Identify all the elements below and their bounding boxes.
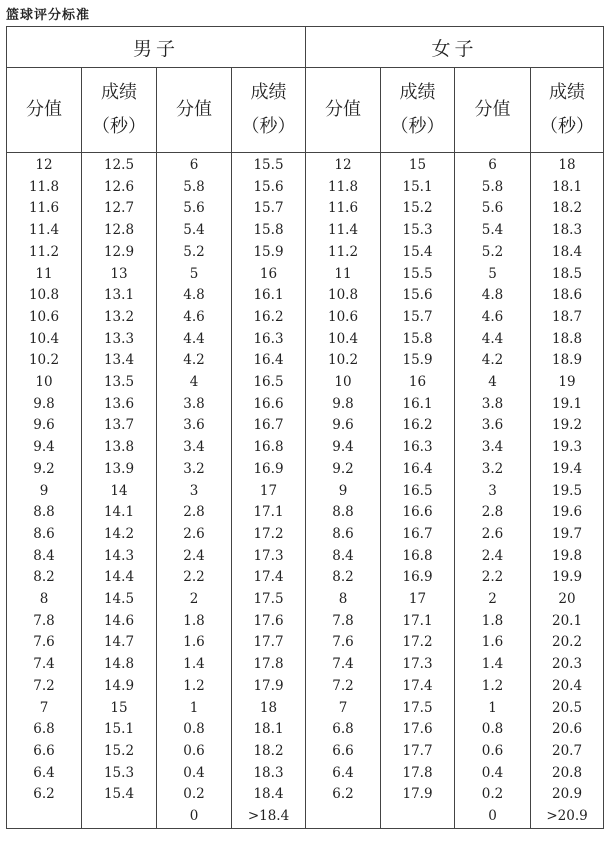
table-cell: 1.2 — [455, 676, 531, 698]
table-cell: 18 — [531, 153, 604, 177]
table-cell: 20.6 — [531, 719, 604, 741]
table-cell — [381, 806, 455, 828]
table-cell: 15.6 — [232, 177, 306, 199]
table-cell: 19.1 — [531, 394, 604, 416]
table-cell: 19.8 — [531, 546, 604, 568]
table-cell: 6.4 — [306, 763, 381, 785]
table-cell: 10.6 — [306, 307, 381, 329]
table-cell: 2.2 — [455, 567, 531, 589]
table-cell: 16.7 — [232, 415, 306, 437]
table-row — [7, 611, 604, 633]
table-cell: 18 — [232, 698, 306, 720]
table-row — [7, 307, 604, 329]
table-row — [7, 784, 604, 806]
table-cell — [7, 806, 82, 828]
table-cell: 18.3 — [531, 220, 604, 242]
table-cell: 10.8 — [306, 285, 381, 307]
table-cell: >20.9 — [531, 806, 604, 828]
table-cell: 17.1 — [381, 611, 455, 633]
table-cell: 11.2 — [306, 242, 381, 264]
table-cell: 4 — [455, 372, 531, 394]
page-title: 篮球评分标准 — [6, 8, 91, 23]
table-row — [7, 459, 604, 481]
table-cell: 7 — [7, 698, 82, 720]
table-cell: 12.5 — [82, 153, 157, 177]
table-cell: 1 — [157, 698, 232, 720]
table-cell: 4.8 — [455, 285, 531, 307]
table-cell: 16.6 — [381, 502, 455, 524]
table-cell: 7.6 — [7, 632, 82, 654]
table-cell: 13.5 — [82, 372, 157, 394]
table-cell: 19.3 — [531, 437, 604, 459]
table-cell: 10 — [7, 372, 82, 394]
table-cell: 16.1 — [381, 394, 455, 416]
table-cell: 8.2 — [306, 567, 381, 589]
table-cell: 1 — [455, 698, 531, 720]
table-cell: 9.6 — [306, 415, 381, 437]
table-cell: 13.3 — [82, 329, 157, 351]
table-cell: 18.4 — [531, 242, 604, 264]
table-cell: 0.8 — [157, 719, 232, 741]
table-cell: 10.4 — [306, 329, 381, 351]
table-cell: 6.4 — [7, 763, 82, 785]
table-cell: 16.8 — [232, 437, 306, 459]
table-cell: 17 — [232, 481, 306, 503]
table-cell: 0.2 — [157, 784, 232, 806]
table-cell: 18.4 — [232, 784, 306, 806]
table-cell: 13 — [82, 264, 157, 286]
table-cell: 1.2 — [157, 676, 232, 698]
table-cell: 10 — [306, 372, 381, 394]
table-cell: 10.2 — [7, 350, 82, 372]
table-cell: 5.6 — [455, 198, 531, 220]
table-cell: 18.1 — [531, 177, 604, 199]
table-cell: 1.8 — [455, 611, 531, 633]
table-cell: 18.2 — [232, 741, 306, 763]
table-cell: 6.6 — [7, 741, 82, 763]
table-row — [7, 502, 604, 524]
table-cell: 15.6 — [381, 285, 455, 307]
col-header-result: 成绩 （秒） — [82, 68, 157, 153]
table-cell: 13.6 — [82, 394, 157, 416]
table-cell: 11.4 — [7, 220, 82, 242]
table-cell: 6 — [157, 153, 232, 177]
table-cell: 6.2 — [306, 784, 381, 806]
table-cell: 20 — [531, 589, 604, 611]
table-cell: 12 — [7, 153, 82, 177]
table-cell: 16 — [232, 264, 306, 286]
table-cell: 18.8 — [531, 329, 604, 351]
table-cell: 8.4 — [7, 546, 82, 568]
table-cell: 8 — [306, 589, 381, 611]
table-row — [7, 589, 604, 611]
table-cell: 11.2 — [7, 242, 82, 264]
table-cell: 15.7 — [232, 198, 306, 220]
table-cell: 17.9 — [381, 784, 455, 806]
table-cell: 17.7 — [232, 632, 306, 654]
table-cell: 11.8 — [7, 177, 82, 199]
table-row — [7, 350, 604, 372]
col-header-score: 分值 — [157, 68, 232, 153]
table-row — [7, 524, 604, 546]
table-cell: 17.8 — [381, 763, 455, 785]
table-cell: 16.4 — [381, 459, 455, 481]
table-cell: 9.2 — [7, 459, 82, 481]
table-cell: 16.8 — [381, 546, 455, 568]
table-cell: 9 — [7, 481, 82, 503]
table-row — [7, 481, 604, 503]
table-cell: 20.3 — [531, 654, 604, 676]
table-cell: 9.8 — [7, 394, 82, 416]
table-cell: 17.1 — [232, 502, 306, 524]
table-cell: 16.3 — [232, 329, 306, 351]
table-cell: 20.1 — [531, 611, 604, 633]
col-header-result: 成绩 （秒） — [531, 68, 604, 153]
table-cell: 16.7 — [381, 524, 455, 546]
table-cell: 13.7 — [82, 415, 157, 437]
table-cell: 2.6 — [455, 524, 531, 546]
table-cell: 17.4 — [232, 567, 306, 589]
table-cell: 12 — [306, 153, 381, 177]
table-cell: 17.5 — [381, 698, 455, 720]
table-cell: 3 — [455, 481, 531, 503]
group-female-header: 女子 — [306, 27, 604, 68]
table-cell: 20.9 — [531, 784, 604, 806]
table-row — [7, 763, 604, 785]
table-row — [7, 394, 604, 416]
table-cell: 3.2 — [157, 459, 232, 481]
table-cell: 18.9 — [531, 350, 604, 372]
table-cell: 19.5 — [531, 481, 604, 503]
table-cell: 2 — [455, 589, 531, 611]
table-cell: 20.2 — [531, 632, 604, 654]
table-cell: 7.6 — [306, 632, 381, 654]
table-row — [7, 153, 604, 177]
table-cell: 13.2 — [82, 307, 157, 329]
table-cell: 15.5 — [232, 153, 306, 177]
column-header-row — [7, 68, 604, 153]
table-cell: 16.5 — [381, 481, 455, 503]
table-cell: 8.6 — [7, 524, 82, 546]
table-cell: 9.6 — [7, 415, 82, 437]
table-cell: 2.8 — [455, 502, 531, 524]
table-cell: 7.8 — [7, 611, 82, 633]
table-cell: 5.8 — [157, 177, 232, 199]
table-cell: 15.9 — [381, 350, 455, 372]
table-cell: 5.6 — [157, 198, 232, 220]
table-cell: 0.4 — [455, 763, 531, 785]
table-row — [7, 654, 604, 676]
table-cell: 15 — [82, 698, 157, 720]
table-cell: 19.7 — [531, 524, 604, 546]
table-cell: 17.4 — [381, 676, 455, 698]
table-cell: 3.4 — [157, 437, 232, 459]
table-row — [7, 676, 604, 698]
table-cell: 7.2 — [7, 676, 82, 698]
table-cell: 14.5 — [82, 589, 157, 611]
table-row — [7, 698, 604, 720]
table-cell: 0.4 — [157, 763, 232, 785]
table-cell: 7.2 — [306, 676, 381, 698]
table-cell: 14.7 — [82, 632, 157, 654]
table-cell: 10.4 — [7, 329, 82, 351]
table-row — [7, 264, 604, 286]
table-cell: 15.8 — [381, 329, 455, 351]
table-cell: 3.6 — [455, 415, 531, 437]
table-row — [7, 415, 604, 437]
table-cell: 7.4 — [7, 654, 82, 676]
table-cell: 15.3 — [381, 220, 455, 242]
table-row — [7, 285, 604, 307]
table-cell: 0 — [455, 806, 531, 828]
table-cell: 5.4 — [157, 220, 232, 242]
table-row — [7, 329, 604, 351]
col-header-score: 分值 — [306, 68, 381, 153]
table-cell: 15.5 — [381, 264, 455, 286]
table-cell: 3.4 — [455, 437, 531, 459]
table-cell — [82, 806, 157, 828]
table-cell: 2.4 — [455, 546, 531, 568]
table-cell: 19.6 — [531, 502, 604, 524]
table-cell: 0.6 — [157, 741, 232, 763]
table-cell: 6.8 — [306, 719, 381, 741]
table-row — [7, 567, 604, 589]
table-cell: 2 — [157, 589, 232, 611]
table-cell: 0.2 — [455, 784, 531, 806]
table-cell: 4.2 — [455, 350, 531, 372]
table-cell: 18.1 — [232, 719, 306, 741]
table-row — [7, 437, 604, 459]
table-cell: 4.8 — [157, 285, 232, 307]
table-cell: 16.6 — [232, 394, 306, 416]
table-cell: 6.8 — [7, 719, 82, 741]
table-cell: 0.6 — [455, 741, 531, 763]
table-cell: 5.4 — [455, 220, 531, 242]
table-cell: 15.2 — [82, 741, 157, 763]
table-cell: 16.2 — [381, 415, 455, 437]
table-cell: 6 — [455, 153, 531, 177]
table-cell: 11 — [306, 264, 381, 286]
table-cell: 17 — [381, 589, 455, 611]
table-cell: 15.2 — [381, 198, 455, 220]
table-cell: 9.2 — [306, 459, 381, 481]
table-row — [7, 546, 604, 568]
table-cell: 5 — [455, 264, 531, 286]
table-cell: 4 — [157, 372, 232, 394]
table-cell — [306, 806, 381, 828]
table-cell: 16.9 — [232, 459, 306, 481]
table-cell: 14.3 — [82, 546, 157, 568]
table-cell: >18.4 — [232, 806, 306, 828]
table-cell: 17.7 — [381, 741, 455, 763]
table-cell: 15.8 — [232, 220, 306, 242]
table-cell: 16 — [381, 372, 455, 394]
table-cell: 16.3 — [381, 437, 455, 459]
table-cell: 18.3 — [232, 763, 306, 785]
table-cell: 17.2 — [381, 632, 455, 654]
table-cell: 5.8 — [455, 177, 531, 199]
table-cell: 13.4 — [82, 350, 157, 372]
table-cell: 2.6 — [157, 524, 232, 546]
table-cell: 15.1 — [381, 177, 455, 199]
table-cell: 4.6 — [455, 307, 531, 329]
table-cell: 3.8 — [455, 394, 531, 416]
table-cell: 16.4 — [232, 350, 306, 372]
table-cell: 7 — [306, 698, 381, 720]
table-cell: 7.8 — [306, 611, 381, 633]
table-cell: 1.4 — [455, 654, 531, 676]
table-cell: 12.6 — [82, 177, 157, 199]
table-cell: 9 — [306, 481, 381, 503]
group-male-header: 男子 — [7, 27, 306, 68]
table-cell: 3.8 — [157, 394, 232, 416]
table-cell: 19 — [531, 372, 604, 394]
table-cell: 1.4 — [157, 654, 232, 676]
table-cell: 10.6 — [7, 307, 82, 329]
table-cell: 9.4 — [7, 437, 82, 459]
table-row — [7, 220, 604, 242]
table-cell: 12.9 — [82, 242, 157, 264]
table-cell: 19.4 — [531, 459, 604, 481]
col-header-result: 成绩 （秒） — [232, 68, 306, 153]
table-cell: 11.6 — [306, 198, 381, 220]
table-cell: 17.9 — [232, 676, 306, 698]
table-cell: 14 — [82, 481, 157, 503]
table-cell: 17.3 — [232, 546, 306, 568]
table-cell: 15.9 — [232, 242, 306, 264]
table-cell: 1.6 — [455, 632, 531, 654]
table-cell: 15.1 — [82, 719, 157, 741]
table-row — [7, 806, 604, 828]
table-cell: 11.6 — [7, 198, 82, 220]
col-header-score: 分值 — [455, 68, 531, 153]
table-cell: 14.9 — [82, 676, 157, 698]
table-cell: 15.7 — [381, 307, 455, 329]
table-cell: 8.2 — [7, 567, 82, 589]
table-row — [7, 719, 604, 741]
table-cell: 12.8 — [82, 220, 157, 242]
table-cell: 16.1 — [232, 285, 306, 307]
table-cell: 15.4 — [381, 242, 455, 264]
table-cell: 16.9 — [381, 567, 455, 589]
table-cell: 20.5 — [531, 698, 604, 720]
table-cell: 8.8 — [7, 502, 82, 524]
table-cell: 16.2 — [232, 307, 306, 329]
table-cell: 13.1 — [82, 285, 157, 307]
table-cell: 5 — [157, 264, 232, 286]
table-cell: 18.7 — [531, 307, 604, 329]
table-cell: 3.2 — [455, 459, 531, 481]
table-cell: 4.2 — [157, 350, 232, 372]
table-cell: 8 — [7, 589, 82, 611]
table-cell: 12.7 — [82, 198, 157, 220]
table-row — [7, 372, 604, 394]
table-cell: 15 — [381, 153, 455, 177]
table-cell: 6.2 — [7, 784, 82, 806]
table-row — [7, 741, 604, 763]
table-cell: 6.6 — [306, 741, 381, 763]
table-cell: 9.4 — [306, 437, 381, 459]
table-cell: 4.4 — [157, 329, 232, 351]
table-cell: 14.1 — [82, 502, 157, 524]
table-cell: 14.6 — [82, 611, 157, 633]
table-cell: 16.5 — [232, 372, 306, 394]
col-header-score: 分值 — [7, 68, 82, 153]
table-cell: 2.4 — [157, 546, 232, 568]
table-cell: 17.5 — [232, 589, 306, 611]
table-cell: 20.7 — [531, 741, 604, 763]
table-row — [7, 177, 604, 199]
table-cell: 14.8 — [82, 654, 157, 676]
table-cell: 8.4 — [306, 546, 381, 568]
table-cell: 17.8 — [232, 654, 306, 676]
table-cell: 5.2 — [157, 242, 232, 264]
table-cell: 18.5 — [531, 264, 604, 286]
table-cell: 9.8 — [306, 394, 381, 416]
table-cell: 19.2 — [531, 415, 604, 437]
table-cell: 1.8 — [157, 611, 232, 633]
table-row — [7, 632, 604, 654]
table-cell: 18.2 — [531, 198, 604, 220]
table-cell: 20.4 — [531, 676, 604, 698]
group-header-row — [7, 27, 604, 68]
table-row — [7, 242, 604, 264]
table-cell: 18.6 — [531, 285, 604, 307]
col-header-result: 成绩 （秒） — [381, 68, 455, 153]
table-cell: 19.9 — [531, 567, 604, 589]
table-cell: 17.6 — [381, 719, 455, 741]
table-cell: 5.2 — [455, 242, 531, 264]
table-cell: 2.8 — [157, 502, 232, 524]
table-cell: 13.9 — [82, 459, 157, 481]
table-cell: 0 — [157, 806, 232, 828]
table-cell: 4.4 — [455, 329, 531, 351]
table-cell: 10.2 — [306, 350, 381, 372]
table-cell: 15.4 — [82, 784, 157, 806]
table-cell: 3.6 — [157, 415, 232, 437]
table-cell: 8.8 — [306, 502, 381, 524]
table-cell: 17.6 — [232, 611, 306, 633]
table-cell: 11 — [7, 264, 82, 286]
table-cell: 13.8 — [82, 437, 157, 459]
scoring-table — [6, 26, 604, 829]
table-cell: 14.4 — [82, 567, 157, 589]
table-cell: 17.3 — [381, 654, 455, 676]
table-cell: 7.4 — [306, 654, 381, 676]
table-cell: 3 — [157, 481, 232, 503]
table-cell: 2.2 — [157, 567, 232, 589]
table-body — [7, 153, 604, 829]
table-cell: 10.8 — [7, 285, 82, 307]
table-cell: 15.3 — [82, 763, 157, 785]
table-cell: 4.6 — [157, 307, 232, 329]
table-cell: 11.4 — [306, 220, 381, 242]
table-cell: 1.6 — [157, 632, 232, 654]
table-cell: 17.2 — [232, 524, 306, 546]
table-cell: 14.2 — [82, 524, 157, 546]
table-cell: 20.8 — [531, 763, 604, 785]
table-cell: 11.8 — [306, 177, 381, 199]
table-cell: 0.8 — [455, 719, 531, 741]
table-row — [7, 198, 604, 220]
table-cell: 8.6 — [306, 524, 381, 546]
